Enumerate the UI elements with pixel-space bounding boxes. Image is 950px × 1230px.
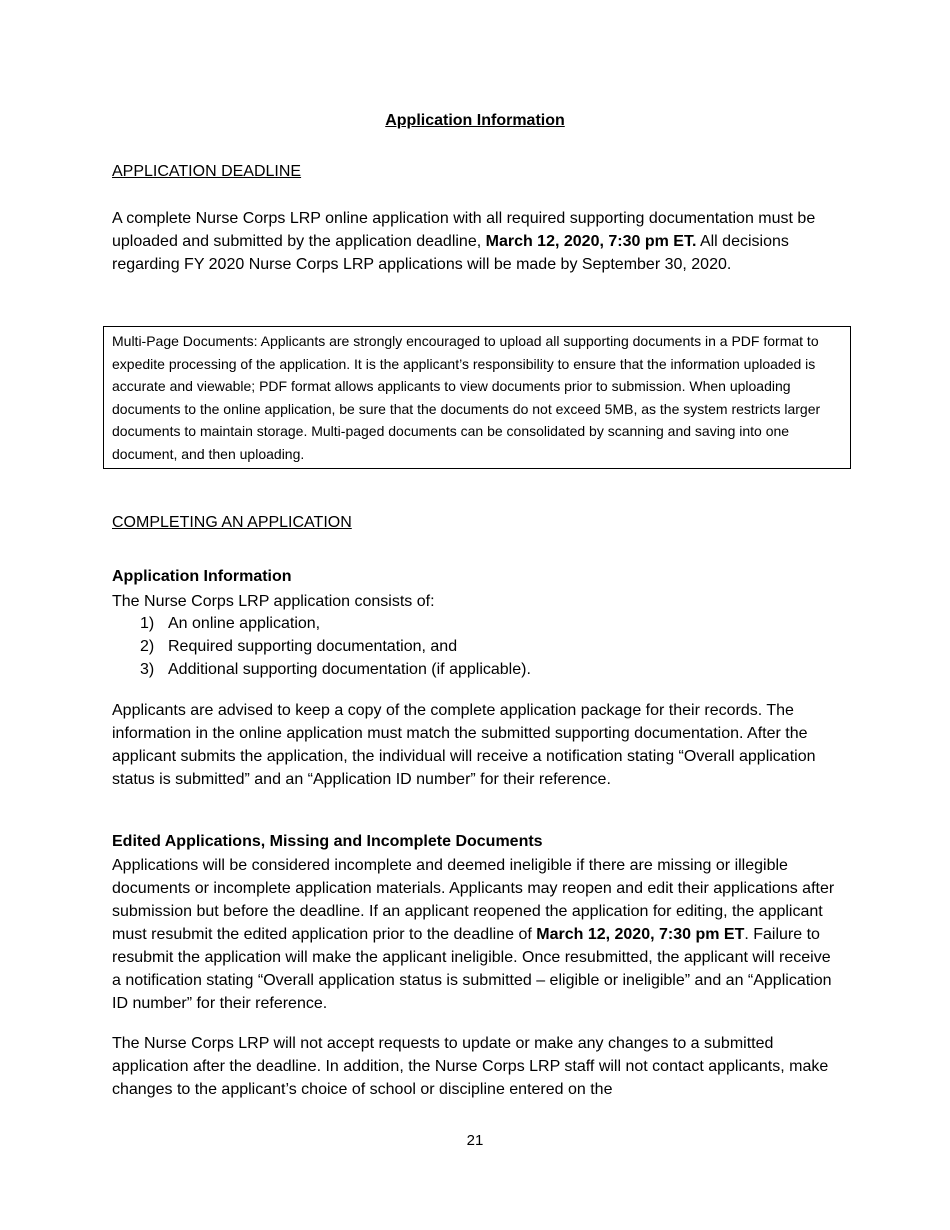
deadline-heading: APPLICATION DEADLINE: [112, 163, 302, 180]
list-item: 3) Additional supporting documentation (if applicable).: [140, 661, 531, 678]
application-components-list: [140, 612, 531, 681]
multi-page-notice-box: Multi-Page Documents: Applicants are strongly encouraged to upload all supporting documents in a PDF format to expedite processing of the application. It is the applicant’s responsibility to ensure that the information uploaded is accurate and viewable; PDF format allows applicants to view documents prior to submission. When uploading documents to the online application, be sure that the documents do not exceed 5MB, as the system restricts larger documents to maintain storage. Multi-paged documents can be consolidated by scanning and saving into one document, and then uploading.: [103, 326, 851, 469]
edited-deadline-date: March 12, 2020, 7:30 pm ET: [536, 926, 745, 943]
deadline-text-before: A complete Nurse Corps LRP online application with all required supporting documentation must be uploaded and submitted by the application deadline,: [112, 210, 816, 250]
deadline-paragraph: [112, 207, 842, 276]
list-item: 1) An online application,: [140, 615, 321, 632]
application-info-subheading: Application Information: [112, 568, 292, 585]
list-item: 2) Required supporting documentation, and: [140, 638, 458, 655]
no-changes-paragraph: The Nurse Corps LRP will not accept requests to update or make any changes to a submitted application after the deadline. In addition, the Nurse Corps LRP staff will not contact applicants, make changes to the applicant’s choice of school or discipline entered on the: [112, 1035, 829, 1098]
completing-heading: COMPLETING AN APPLICATION: [112, 514, 352, 531]
edited-applications-subheading: Edited Applications, Missing and Incomplete Documents: [112, 833, 543, 850]
edited-text-after: . Failure to resubmit the application will make the applicant ineligible. Once resubmitted, the applicant will receive a notification stating “Overall application status is submitted – eligible or ineligible” and an “Application ID number” for their reference.: [112, 926, 832, 1012]
consists-of-intro: The Nurse Corps LRP application consists of:: [112, 593, 435, 610]
page-number: 21: [466, 1132, 484, 1149]
edited-applications-paragraph: [112, 854, 842, 1015]
deadline-text-after: All decisions regarding FY 2020 Nurse Corps LRP applications will be made by September 30, 2020.: [112, 233, 789, 273]
advice-paragraph: Applicants are advised to keep a copy of the complete application package for their records. The information in the online application must match the submitted supporting documentation. After the applicant submits the application, the individual will receive a notification stating “Overall application status is submitted” and an “Application ID number” for their reference.: [112, 702, 816, 788]
page-title: Application Information: [385, 112, 565, 129]
deadline-date: March 12, 2020, 7:30 pm ET.: [485, 233, 697, 250]
edited-text-before: Applications will be considered incomplete and deemed ineligible if there are missing or illegible documents or incomplete application materials. Applicants may reopen and edit their applications after submission but before the deadline. If an applicant reopened the application for editing, the applicant must resubmit the edited application prior to the deadline of: [112, 857, 835, 943]
